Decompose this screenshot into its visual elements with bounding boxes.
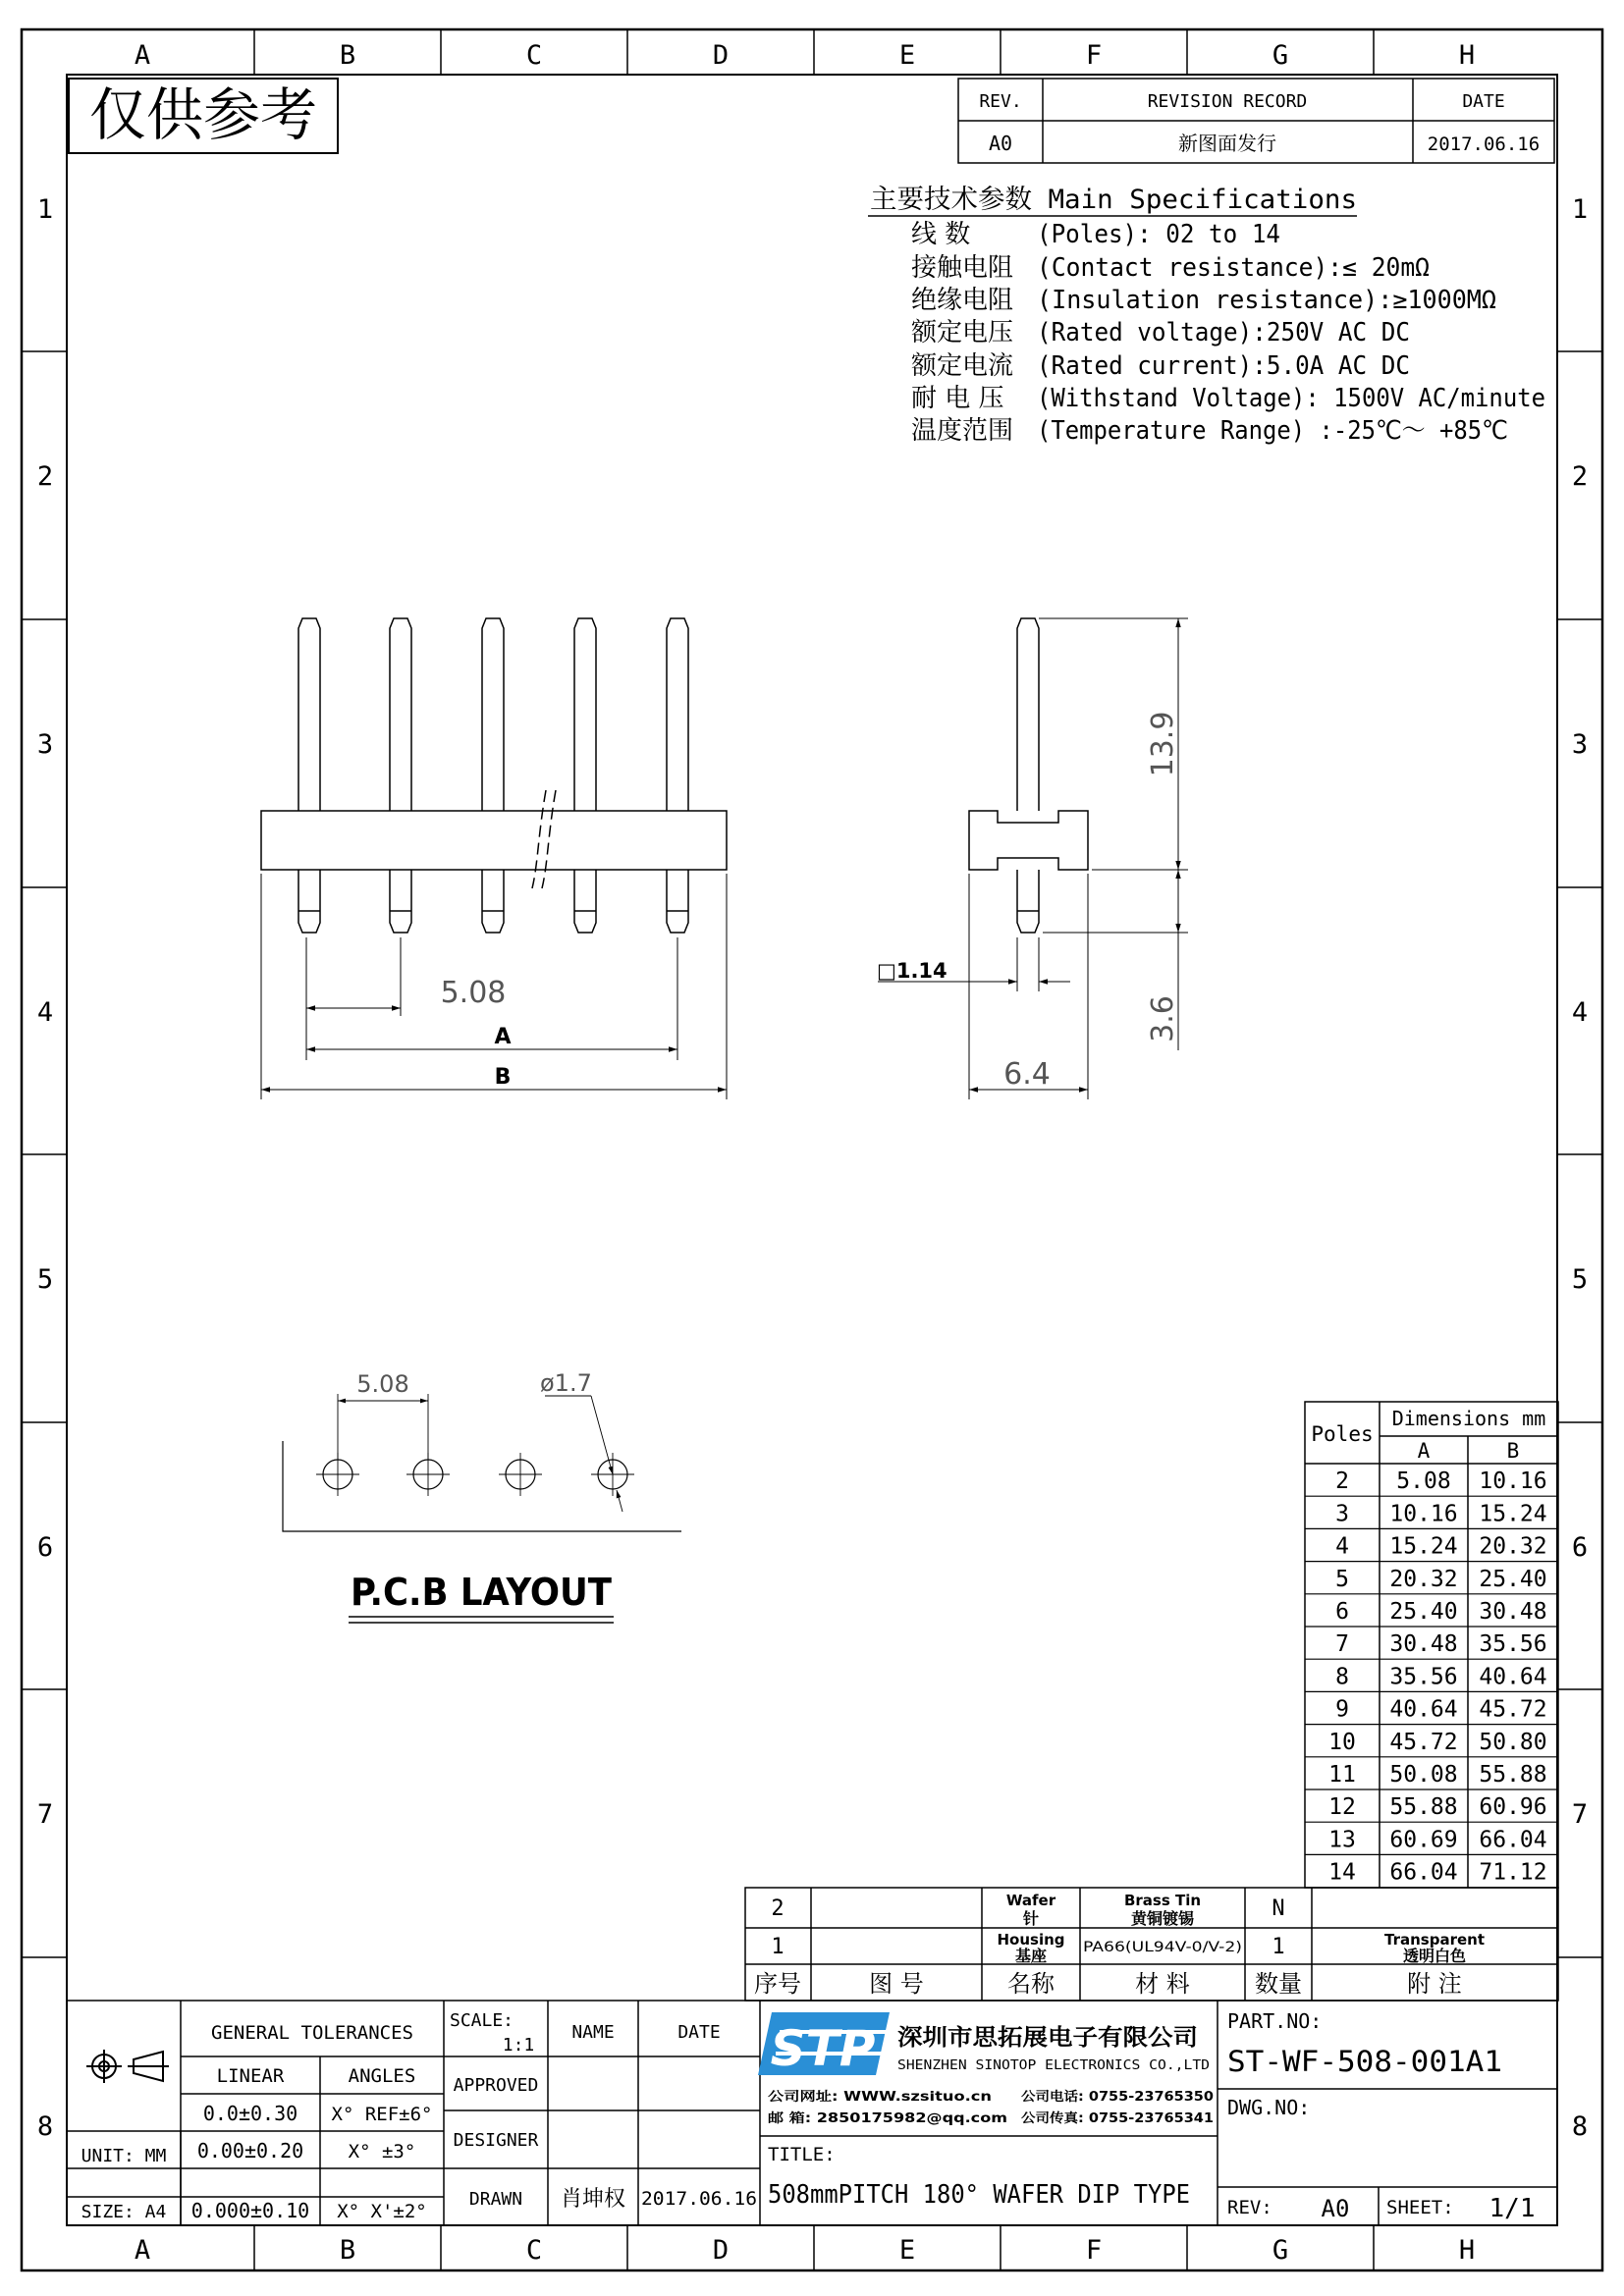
row-label: 7 bbox=[36, 1799, 54, 1830]
dimensions-table bbox=[1305, 1402, 1558, 1888]
dim-table-poles: 9 bbox=[1335, 1696, 1349, 1723]
title-label: TITLE: bbox=[768, 2144, 836, 2165]
dim-table-b: 10.16 bbox=[1479, 1468, 1547, 1495]
dim-table-b-header: B bbox=[1506, 1439, 1520, 1463]
side-height-dimension: 13.9 bbox=[1146, 711, 1180, 777]
dim-table-poles: 6 bbox=[1335, 1599, 1349, 1625]
drawn-label: DRAWN bbox=[468, 2189, 523, 2210]
revision-record-header: REVISION RECORD bbox=[1147, 91, 1308, 112]
row-label: 4 bbox=[1571, 997, 1589, 1028]
pin-square-dimension: □1.14 bbox=[877, 959, 947, 983]
row-label: 2 bbox=[36, 461, 54, 492]
company-website: 公司网址: WWW.szsituo.cn bbox=[768, 2090, 947, 2105]
row-label: 2 bbox=[1571, 461, 1589, 492]
sheet-label: SHEET: bbox=[1386, 2197, 1454, 2218]
company-fax: 公司传真: 0755-23765341 bbox=[1021, 2111, 1194, 2126]
tol-linear: 0.00±0.20 bbox=[196, 2139, 304, 2163]
dim-table-b: 45.72 bbox=[1479, 1696, 1547, 1723]
spec-value-en: (Withstand Voltage): 1500V AC/minute bbox=[1037, 384, 1545, 413]
dim-table-a: 66.04 bbox=[1389, 1859, 1458, 1886]
dim-table-b: 35.56 bbox=[1479, 1631, 1547, 1658]
side-pin-dimension: 3.6 bbox=[1146, 995, 1180, 1042]
spec-value-en: (Contact resistance):≤ 20mΩ bbox=[1037, 253, 1430, 283]
bom-note-en: Transparent bbox=[1384, 1931, 1485, 1949]
spec-value-en: (Rated voltage):250V AC DC bbox=[1037, 318, 1410, 347]
col-label: G bbox=[1272, 2235, 1289, 2266]
unit-label: UNIT: MM bbox=[81, 2146, 167, 2166]
dim-table-a: 40.64 bbox=[1389, 1696, 1458, 1723]
pcb-layout-title: P.C.B LAYOUT bbox=[351, 1571, 613, 1614]
row-label: 8 bbox=[1571, 2111, 1589, 2142]
bom-name-en: Housing bbox=[997, 1931, 1065, 1949]
dim-table-a: 10.16 bbox=[1389, 1501, 1458, 1527]
row-label: 1 bbox=[1571, 194, 1589, 225]
scale-value: 1:1 bbox=[502, 2035, 535, 2056]
company-phone: 公司电话: 0755-23765350 bbox=[1021, 2090, 1194, 2105]
dim-table-poles: 8 bbox=[1335, 1664, 1349, 1690]
spec-value-en: (Rated current):5.0A AC DC bbox=[1037, 351, 1410, 381]
size-label: SIZE: A4 bbox=[81, 2202, 167, 2222]
revision-rev: A0 bbox=[988, 132, 1013, 155]
dim-table-poles: 2 bbox=[1335, 1468, 1349, 1495]
dim-table-a: 30.48 bbox=[1389, 1631, 1458, 1658]
spec-label-cn: 额定电流 bbox=[911, 351, 1014, 381]
row-label: 8 bbox=[36, 2111, 54, 2142]
spec-label-cn: 线 数 bbox=[911, 220, 971, 249]
spec-label-cn: 接触电阻 bbox=[911, 253, 1014, 283]
bom-material-en: Brass Tin bbox=[1123, 1892, 1202, 1909]
dim-table-group-header: Dimensions mm bbox=[1391, 1407, 1546, 1430]
pcb-hole-dimension: ø1.7 bbox=[540, 1369, 592, 1397]
linear-label: LINEAR bbox=[216, 2065, 285, 2087]
bom-table bbox=[745, 1888, 1558, 2001]
title-block bbox=[67, 2001, 1557, 2225]
dim-table-a: 45.72 bbox=[1389, 1729, 1458, 1755]
dimension-a-label: A bbox=[494, 1025, 512, 1049]
bom-header-material: 材 料 bbox=[1135, 1970, 1190, 1998]
bom-header-name: 名称 bbox=[1007, 1970, 1055, 1998]
row-label: 3 bbox=[1571, 729, 1589, 760]
dim-table-a-header: A bbox=[1417, 1439, 1431, 1463]
front-pitch-dimension: 5.08 bbox=[440, 976, 507, 1010]
row-label: 6 bbox=[36, 1532, 54, 1563]
main-specifications bbox=[868, 185, 1545, 446]
drawing-title: 508mmPITCH 180° WAFER DIP TYPE bbox=[768, 2180, 1190, 2210]
dim-table-a: 15.24 bbox=[1389, 1533, 1458, 1560]
bom-material-cn: 黄铜镀锡 bbox=[1130, 1909, 1195, 1928]
spec-value-en: (Temperature Range) :-25℃～ +85℃ bbox=[1037, 416, 1508, 446]
part-number: ST-WF-508-001A1 bbox=[1227, 2045, 1502, 2078]
date-header: DATE bbox=[677, 2022, 721, 2043]
col-label: H bbox=[1458, 40, 1476, 71]
dim-table-a: 20.32 bbox=[1389, 1566, 1458, 1592]
tol-linear: 0.000±0.10 bbox=[190, 2199, 310, 2222]
bom-header-qty: 数量 bbox=[1255, 1970, 1302, 1998]
dim-table-b: 20.32 bbox=[1479, 1533, 1547, 1560]
spec-label-cn: 额定电压 bbox=[911, 318, 1014, 347]
rev-label: REV: bbox=[1227, 2197, 1272, 2218]
spec-value-en: (Insulation resistance):≥1000MΩ bbox=[1037, 286, 1496, 315]
scale-label: SCALE: bbox=[450, 2010, 514, 2031]
row-label: 6 bbox=[1571, 1532, 1589, 1563]
spec-value-en: (Poles): 02 to 14 bbox=[1037, 220, 1280, 249]
pcb-pitch-dimension: 5.08 bbox=[356, 1370, 409, 1398]
dim-table-poles: 4 bbox=[1335, 1533, 1349, 1560]
dim-table-poles: 10 bbox=[1328, 1729, 1356, 1755]
company-name-en: SHENZHEN SINOTOP ELECTRONICS CO.,LTD bbox=[897, 2058, 1211, 2073]
designer-label: DESIGNER bbox=[453, 2130, 539, 2151]
col-label: F bbox=[1085, 2235, 1103, 2266]
dim-table-a: 60.69 bbox=[1389, 1827, 1458, 1853]
col-label: C bbox=[525, 40, 543, 71]
row-label: 4 bbox=[36, 997, 54, 1028]
dim-table-b: 55.88 bbox=[1479, 1762, 1547, 1788]
bom-qty: 1 bbox=[1272, 1935, 1285, 1959]
dim-table-a: 35.56 bbox=[1389, 1664, 1458, 1690]
col-label: B bbox=[339, 2235, 356, 2266]
dim-table-b: 40.64 bbox=[1479, 1664, 1547, 1690]
col-label: D bbox=[712, 2235, 730, 2266]
front-view-housing bbox=[261, 811, 727, 870]
company-name-cn: 深圳市思拓展电子有限公司 bbox=[897, 2025, 1168, 2051]
dim-table-b: 15.24 bbox=[1479, 1501, 1547, 1527]
reference-stamp: 仅供参考 bbox=[88, 81, 318, 148]
tol-linear: 0.0±0.30 bbox=[202, 2102, 298, 2125]
col-label: F bbox=[1085, 40, 1103, 71]
dim-table-a: 25.40 bbox=[1389, 1599, 1458, 1625]
name-header: NAME bbox=[571, 2022, 615, 2043]
dim-table-poles: 5 bbox=[1335, 1566, 1349, 1592]
revision-date-header: DATE bbox=[1462, 91, 1505, 112]
dim-table-b: 66.04 bbox=[1479, 1827, 1547, 1853]
revision-rev-header: REV. bbox=[979, 91, 1022, 112]
row-label: 3 bbox=[36, 729, 54, 760]
angles-label: ANGLES bbox=[348, 2065, 416, 2087]
bom-header-part: 图 号 bbox=[869, 1970, 924, 1998]
projection-symbol-icon bbox=[86, 2050, 169, 2083]
bom-qty: N bbox=[1272, 1896, 1285, 1921]
side-view bbox=[878, 618, 1188, 1099]
bom-name-cn: 针 bbox=[1022, 1909, 1040, 1928]
bom-name-en: Wafer bbox=[1005, 1892, 1056, 1909]
dim-table-b: 60.96 bbox=[1479, 1794, 1547, 1821]
dim-table-b: 50.80 bbox=[1479, 1729, 1547, 1755]
company-logo bbox=[758, 2012, 890, 2077]
col-label: A bbox=[134, 40, 151, 71]
bom-no: 2 bbox=[771, 1896, 785, 1921]
dim-table-poles: 14 bbox=[1328, 1859, 1356, 1886]
front-view-pins bbox=[298, 618, 688, 933]
rev-value: A0 bbox=[1321, 2195, 1350, 2222]
dimension-b-label: B bbox=[494, 1065, 512, 1090]
col-label: B bbox=[339, 40, 356, 71]
revision-record bbox=[958, 79, 1554, 163]
dim-table-poles: 11 bbox=[1328, 1762, 1356, 1788]
col-label: C bbox=[525, 2235, 543, 2266]
col-label: E bbox=[898, 2235, 916, 2266]
row-label: 7 bbox=[1571, 1799, 1589, 1830]
revision-date: 2017.06.16 bbox=[1427, 133, 1541, 155]
part-no-label: PART.NO: bbox=[1227, 2009, 1323, 2033]
bom-header-note: 附 注 bbox=[1407, 1970, 1462, 1998]
specs-title: 主要技术参数 Main Specifications bbox=[870, 185, 1357, 215]
dim-table-b: 30.48 bbox=[1479, 1599, 1547, 1625]
drawn-date: 2017.06.16 bbox=[641, 2188, 757, 2210]
bom-note-cn: 透明白色 bbox=[1402, 1947, 1467, 1965]
general-tolerances-label: GENERAL TOLERANCES bbox=[211, 2022, 413, 2044]
logo-text: STP bbox=[770, 2020, 876, 2077]
pcb-layout bbox=[283, 1394, 681, 1531]
dim-table-poles: 13 bbox=[1328, 1827, 1356, 1853]
col-label: A bbox=[134, 2235, 151, 2266]
spec-label-cn: 绝缘电阻 bbox=[911, 286, 1014, 315]
bom-header-no: 序号 bbox=[754, 1970, 801, 1998]
dim-table-b: 71.12 bbox=[1479, 1859, 1547, 1886]
revision-record: 新图面发行 bbox=[1178, 132, 1276, 155]
col-label: H bbox=[1458, 2235, 1476, 2266]
dim-table-a: 55.88 bbox=[1389, 1794, 1458, 1821]
tol-angle: X° ±3° bbox=[348, 2141, 416, 2163]
dim-table-poles: 3 bbox=[1335, 1501, 1349, 1527]
dim-table-poles-header: Poles bbox=[1311, 1422, 1374, 1446]
spec-label-cn: 耐 电 压 bbox=[911, 384, 1004, 413]
col-label: E bbox=[898, 40, 916, 71]
dim-table-poles: 7 bbox=[1335, 1631, 1349, 1658]
approved-label: APPROVED bbox=[453, 2075, 539, 2096]
sheet-value: 1/1 bbox=[1489, 2194, 1536, 2223]
row-label: 5 bbox=[1571, 1264, 1589, 1295]
dwg-no-label: DWG.NO: bbox=[1227, 2096, 1311, 2119]
drawn-name: 肖坤权 bbox=[560, 2187, 626, 2212]
row-label: 1 bbox=[36, 194, 54, 225]
col-label: G bbox=[1272, 40, 1289, 71]
bom-name-cn: 基座 bbox=[1014, 1947, 1048, 1965]
side-width-dimension: 6.4 bbox=[1003, 1057, 1051, 1092]
dim-table-a: 5.08 bbox=[1396, 1468, 1451, 1495]
tol-angle: X° X'±2° bbox=[337, 2201, 427, 2222]
dim-table-poles: 12 bbox=[1328, 1794, 1356, 1821]
dim-table-b: 25.40 bbox=[1479, 1566, 1547, 1592]
tol-angle: X° REF±6° bbox=[331, 2104, 433, 2125]
company-email: 邮 箱: 2850175982@qq.com bbox=[768, 2111, 962, 2126]
spec-label-cn: 温度范围 bbox=[911, 416, 1014, 446]
bom-material-en: PA66(UL94V-0/V-2) bbox=[1083, 1940, 1242, 1955]
dim-table-a: 50.08 bbox=[1389, 1762, 1458, 1788]
col-label: D bbox=[712, 40, 730, 71]
bom-no: 1 bbox=[771, 1935, 785, 1959]
row-label: 5 bbox=[36, 1264, 54, 1295]
